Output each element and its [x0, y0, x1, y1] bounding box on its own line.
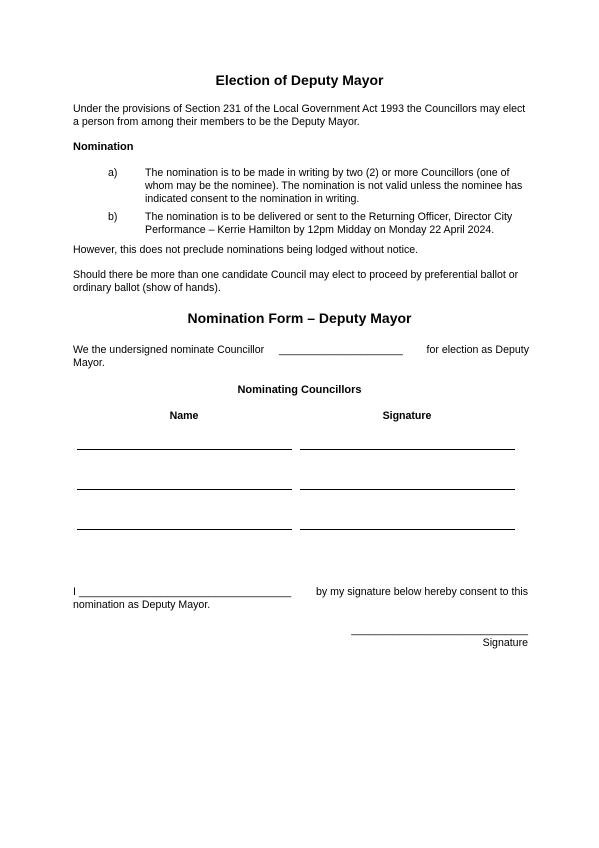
form-title: Nomination Form – Deputy Mayor	[187, 310, 412, 326]
consent-start: I	[73, 586, 76, 598]
column-header-signature: Signature	[382, 410, 432, 422]
signature-label: Signature	[482, 637, 528, 649]
nominating-heading: Nominating Councillors	[237, 384, 362, 396]
undersigned-line-end: for election as Deputy	[426, 344, 529, 356]
signature-line-2[interactable]	[300, 489, 515, 490]
councillor-name-blank[interactable]: _____________________	[279, 344, 403, 356]
consent-continued: nomination as Deputy Mayor.	[73, 599, 211, 611]
column-header-name: Name	[169, 410, 199, 422]
signature-line-1[interactable]	[300, 449, 515, 450]
consent-end: by my signature below hereby consent to this	[316, 586, 528, 598]
signature-line-3[interactable]	[300, 529, 515, 530]
name-line-1[interactable]	[77, 449, 292, 450]
consent-name-blank[interactable]: ____________________________________	[79, 586, 292, 598]
name-line-3[interactable]	[77, 529, 292, 530]
list-item-label: b)	[108, 211, 118, 223]
undersigned-line-start: We the undersigned nominate Councillor	[73, 344, 265, 356]
page-title: Election of Deputy Mayor	[215, 72, 384, 88]
nomination-heading: Nomination	[73, 141, 134, 153]
intro-paragraph: Under the provisions of Section 231 of the Local Government Act 1993 the Councillors may elect a person from among their members to be the Deputy Mayor.	[73, 103, 526, 128]
list-item-text: The nomination is to be delivered or sent to the Returning Officer, Director City Performance – Kerrie Hamilton by 12pm Midday on Monday 22 April 2024.	[145, 211, 513, 236]
undersigned-line-continued: Mayor.	[73, 357, 105, 369]
signature-blank[interactable]: ______________________________	[351, 624, 528, 636]
name-line-2[interactable]	[77, 489, 292, 490]
list-item-text: The nomination is to be made in writing by two (2) or more Councillors (one of whom may be the nominee). The nomination is not valid unless the nominee has indicated consent to the nomination in writing.	[145, 167, 523, 205]
however-paragraph: However, this does not preclude nominations being lodged without notice.	[73, 244, 419, 256]
ballot-paragraph: Should there be more than one candidate Council may elect to proceed by preferential ballot or ordinary ballot (show of hands).	[73, 269, 519, 294]
list-item-label: a)	[108, 167, 118, 179]
